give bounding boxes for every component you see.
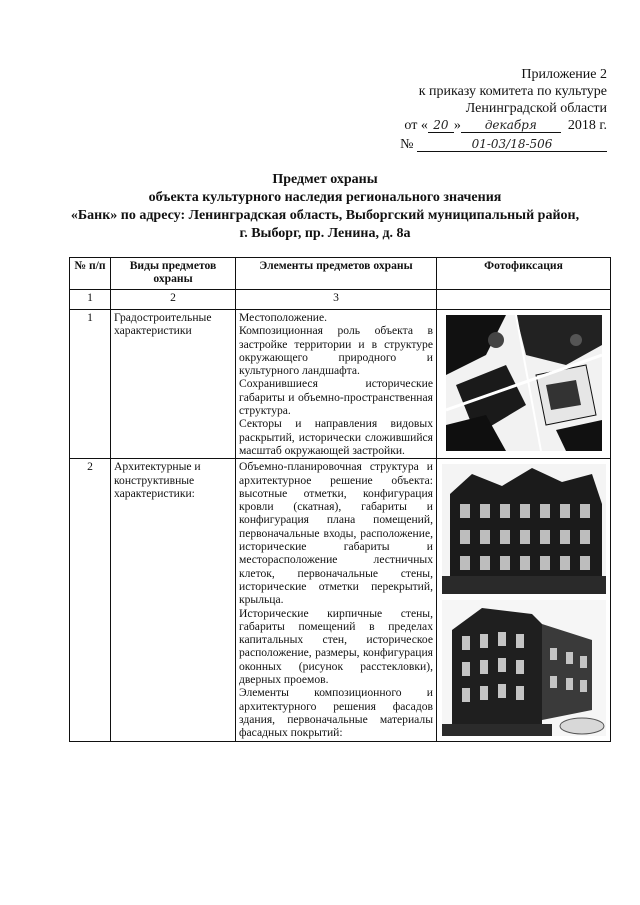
header-elements: Элементы предметов охраны bbox=[236, 258, 437, 290]
attachment-region: Ленинградской области bbox=[465, 101, 607, 116]
document-title: Предмет охраны объекта культурного наследия регионального значения «Банк» по адресу: Ленинградская область, Выборгский муниципальный район, г. Выборг, пр. Ленина, д. 8а bbox=[70, 172, 580, 241]
attachment-date: от « 20 » декабря 2018 г. bbox=[404, 118, 607, 133]
elements-cell: Объемно-планировочная структура и архитектурное решение объекта: высотные отметки, конфигурация кровли (скатная), габариты и конфигурация плана помещений, первоначальные входы, расположение, исторические габариты и месторасположение лестничных клеток, первоначальные стены, исторические отметки перекрытий, крыльца. Исторические кирпичные стены, габариты помещений в пределах капитальных стен, историческое расположение, размеры, конфигурация оконных (рисунок расстекловки), дверных проемов. Элементы композиционного и архитектурного решения фасадов здания, первоначальные материалы фасадных покрытий: bbox=[236, 459, 437, 741]
header-number: № п/п bbox=[70, 258, 111, 290]
elements-cell: Местоположение. Композиционная роль объекта в застройке территории и в структуре окружающего природного и культурного ландшафта. Сохранившиеся исторические габариты и объемно-пространственная структура. Секторы и направления видовых раскрытий, исторически сложившийся масштаб окружающей застройки. bbox=[236, 310, 437, 459]
date-day: 20 bbox=[428, 119, 454, 133]
table-header-row bbox=[70, 258, 611, 290]
photo-cell bbox=[437, 459, 611, 741]
table-row: 1 Градостроительные характеристики Местоположение. Композиционная роль объекта в застройке территории и в структуре окружающего природного и культурного ландшафта. Сохранившиеся исторические габариты и объемно-пространственная структура. Секторы и направления видовых раскрытий, исторически сложившийся масштаб окружающей застройки. bbox=[70, 310, 611, 459]
photo-cell bbox=[437, 310, 611, 459]
order-number: 01-03/18-506 bbox=[417, 138, 607, 152]
protection-table bbox=[69, 257, 611, 742]
date-year: 2018 г. bbox=[567, 118, 607, 133]
corner-photo bbox=[442, 600, 606, 736]
header-photos: Фотофиксация bbox=[437, 258, 611, 290]
attachment-number: № 01-03/18-506 bbox=[400, 136, 607, 153]
aerial-photo bbox=[446, 315, 602, 451]
date-month: декабря bbox=[461, 119, 561, 133]
header-types: Виды предметов охраны bbox=[111, 258, 236, 290]
table-index-row: 1 2 3 bbox=[70, 290, 611, 310]
attachment-title: Приложение 2 bbox=[521, 67, 607, 82]
facade-photo bbox=[442, 464, 606, 594]
attachment-header bbox=[400, 66, 607, 153]
table-row: 2 Архитектурные и конструктивные характеристики: Объемно-планировочная структура и архитектурное решение объекта: высотные отметки, конфигурация кровли (скатная), габариты и конфигурация плана помещений, первоначальные входы, расположение, исторические габариты и месторасположение лестничных клеток, первоначальные стены, исторические отметки перекрытий, крыльца. Исторические кирпичные стены, габариты помещений в пределах капитальных стен, историческое расположение, размеры, конфигурация оконных (рисунок расстекловки), дверных проемов. Элементы композиционного и архитектурного решения фасадов здания, первоначальные материалы фасадных покрытий: bbox=[70, 459, 611, 741]
attachment-order-ref: к приказу комитета по культуре bbox=[418, 84, 607, 99]
